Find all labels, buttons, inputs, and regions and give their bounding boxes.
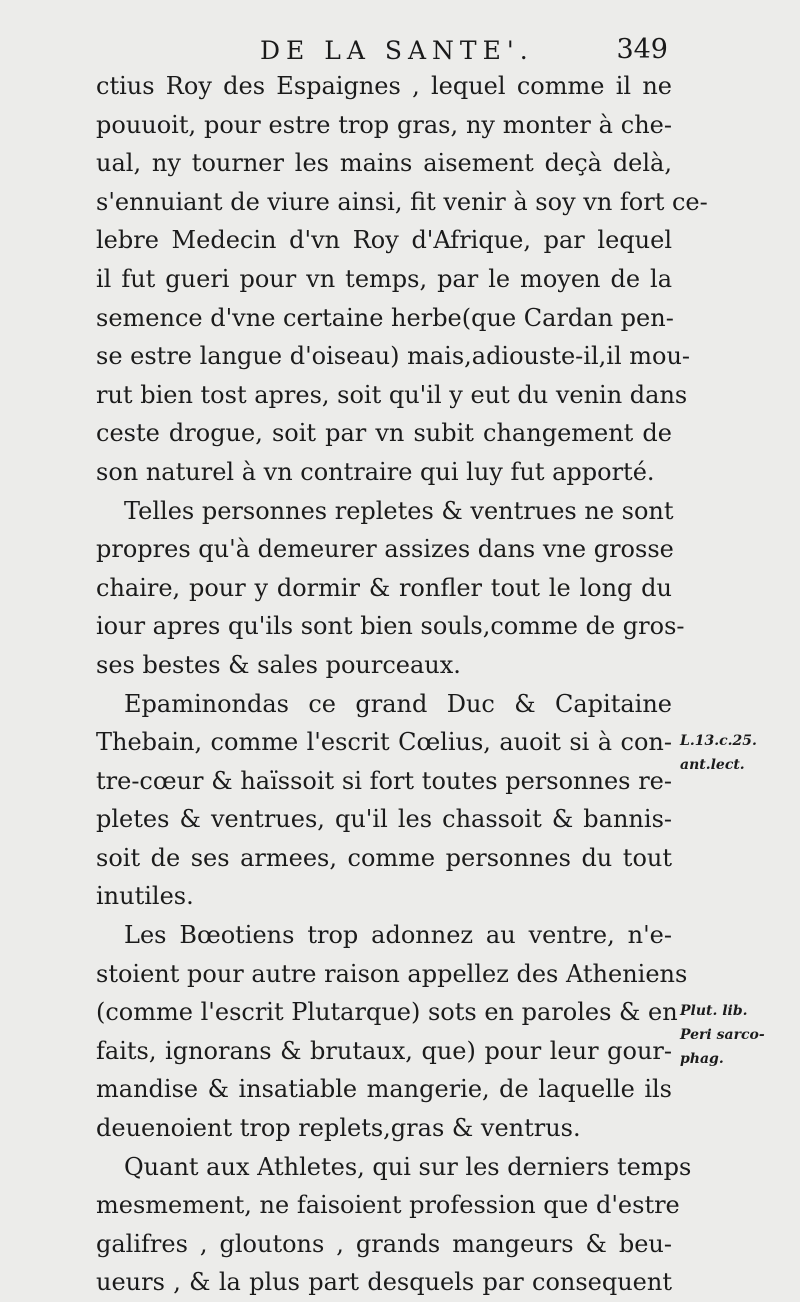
text-line: Thebain, comme l'escrit Cœlius, auoit si à con- [96,728,672,757]
text-line: ceste drogue, soit par vn subit changement de [96,419,672,448]
text-line: faits, ignorans & brutaux, que) pour leur gour- [96,1036,672,1065]
text-line: pouuoit, pour estre trop gras, ny monter à che- [96,110,672,139]
text-line: Epaminondas ce grand Duc & Capitaine [124,689,672,718]
margin-note-line: Peri sarco- [680,1027,765,1044]
text-line: ses bestes & sales pourceaux. [96,650,461,679]
text-line: chaire, pour y dormir & ronfler tout le long du [96,573,672,602]
text-line: deuenoient trop replets,gras & ventrus. [96,1114,581,1143]
margin-note [680,729,798,777]
margin-note-line: L.13.c.25. [680,733,757,750]
text-line: ual, ny tourner les mains aisement deçà delà, [96,149,672,178]
running-head: DE LA SANTE'. [260,36,534,65]
text-line: tre-cœur & haïssoit si fort toutes personnes re- [96,766,672,795]
text-line: galifres , gloutons , grands mangeurs & beu- [96,1229,672,1258]
text-line: stoient pour autre raison appellez des Atheniens [96,959,688,988]
text-line: inutiles. [96,882,194,911]
text-line: son naturel à vn contraire qui luy fut apporté. [96,457,655,486]
text-line: s'ennuiant de viure ainsi, fit venir à soy vn fort ce- [96,187,708,216]
text-line: rut bien tost apres, soit qu'il y eut du venin dans [96,380,688,409]
text-line: Telles personnes repletes & ventrues ne sont [124,496,674,525]
text-line: se estre langue d'oiseau) mais,adiouste-il,il mou- [96,342,691,371]
margin-note [680,999,798,1071]
margin-note-line: Plut. lib. [680,1003,748,1020]
text-line: pletes & ventrues, qu'il les chassoit & bannis- [96,805,672,834]
text-line: il fut gueri pour vn temps, par le moyen de la [96,264,672,293]
text-line: mesmement, ne faisoient profession que d'estre [96,1191,680,1220]
text-line: mandise & insatiable mangerie, de laquelle ils [96,1075,672,1104]
text-line: Quant aux Athletes, qui sur les derniers temps [124,1152,692,1181]
text-line: (comme l'escrit Plutarque) sots en paroles & en [96,998,678,1027]
margin-note-line: ant.lect. [680,757,745,774]
page-number: 349 [616,34,668,65]
text-line: Les Bœotiens trop adonnez au ventre, n'e- [124,921,672,950]
text-line: lebre Medecin d'vn Roy d'Afrique, par lequel [96,226,672,255]
text-line: iour apres qu'ils sont bien souls,comme de gros- [96,612,685,641]
text-line: ctius Roy des Espaignes , lequel comme il ne [96,72,672,100]
text-line: soit de ses armees, comme personnes du tout [96,843,672,872]
text-line: ueurs , & la plus part desquels par consequent [96,1268,672,1297]
text-line: propres qu'à demeurer assizes dans vne grosse [96,535,674,564]
margin-note-line: phag. [680,1051,724,1068]
text-line: semence d'vne certaine herbe(que Cardan pen- [96,303,674,332]
